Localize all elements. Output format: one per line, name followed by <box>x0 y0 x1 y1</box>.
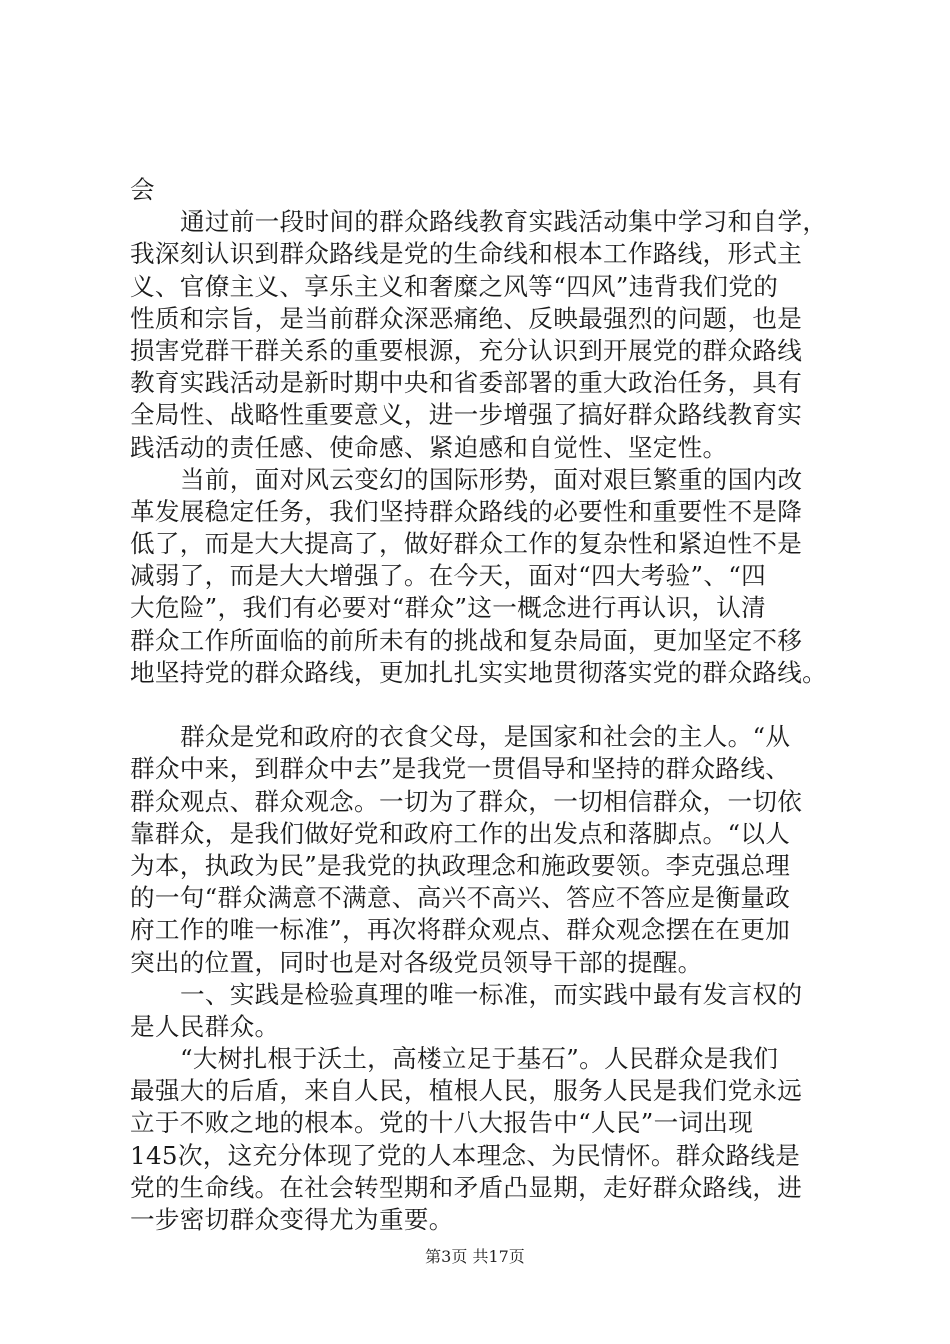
heading-line: 是人民群众。 <box>130 1011 280 1041</box>
text-line: 一步密切群众变得尤为重要。 <box>130 1205 454 1234</box>
text-line: 地坚持党的群众路线，更加扎扎实实地贯彻落实党的群众路线。 <box>130 657 828 687</box>
paragraph-study-summary <box>130 206 830 464</box>
text-line: 群众观点、群众观念。一切为了群众，一切相信群众，一切依 <box>130 786 803 816</box>
blank-line <box>130 689 830 721</box>
section-heading-one <box>130 979 830 1043</box>
text-line: 群众是党和政府的衣食父母，是国家和社会的主人。“从 <box>180 722 791 752</box>
paragraph-current-situation <box>130 464 830 689</box>
heading-line: 一、实践是检验真理的唯一标准，而实践中最有发言权的 <box>180 979 803 1009</box>
text-line: 全局性、战略性重要意义，进一步增强了搞好群众路线教育实 <box>130 400 803 430</box>
text-line: 低了，而是大大提高了，做好群众工作的复杂性和紧迫性不是 <box>130 529 803 559</box>
text-line: 大危险”，我们有必要对“群众”这一概念进行再认识，认清 <box>130 593 767 623</box>
paragraph-continuation <box>130 174 830 206</box>
document-page <box>130 174 830 1236</box>
paragraph-people <box>130 1043 830 1236</box>
paragraph-masses <box>130 721 830 979</box>
text-line: 的一句“群众满意不满意、高兴不高兴、答应不答应是衡量政 <box>130 883 791 913</box>
page-number-footer: 第3页 共17页 <box>425 1247 525 1266</box>
text-line: 性质和宗旨，是当前群众深恶痛绝、反映最强烈的问题，也是 <box>130 303 803 333</box>
text-line: 通过前一段时间的群众路线教育实践活动集中学习和自学， <box>180 207 828 237</box>
text-line: 最强大的后盾，来自人民，植根人民，服务人民是我们党永远 <box>130 1076 803 1106</box>
text-line: 府工作的唯一标准”，再次将群众观点、群众观念摆在在更加 <box>130 915 791 945</box>
text-line: “大树扎根于沃土，高楼立足于基石”。人民群众是我们 <box>180 1044 779 1074</box>
text-line: 教育实践活动是新时期中央和省委部署的重大政治任务，具有 <box>130 368 803 398</box>
text-line: 当前，面对风云变幻的国际形势，面对艰巨繁重的国内改 <box>180 464 803 494</box>
text-line: 践活动的责任感、使命感、紧迫感和自觉性、坚定性。 <box>130 432 728 462</box>
text-line: 减弱了，而是大大增强了。在今天，面对“四大考验”、“四 <box>130 561 767 591</box>
text-line: 我深刻认识到群众路线是党的生命线和根本工作路线，形式主 <box>130 239 803 269</box>
text-line: 为本，执政为民”是我党的执政理念和施政要领。李克强总理 <box>130 850 791 880</box>
text-line: 革发展稳定任务，我们坚持群众路线的必要性和重要性不是降 <box>130 496 803 526</box>
text-line: 群众工作所面临的前所未有的挑战和复杂局面，更加坚定不移 <box>130 625 803 655</box>
text-line: 义、官僚主义、享乐主义和奢糜之风等“四风”违背我们党的 <box>130 271 779 301</box>
text-line: 靠群众，是我们做好党和政府工作的出发点和落脚点。“以人 <box>130 818 791 848</box>
text-line: 突出的位置，同时也是对各级党员领导干部的提醒。 <box>130 947 703 977</box>
text-line: 145次，这充分体现了党的人本理念、为民情怀。群众路线是 <box>130 1140 801 1170</box>
text-line: 党的生命线。在社会转型期和矛盾凸显期，走好群众路线，进 <box>130 1172 803 1202</box>
text-line: 立于不败之地的根本。党的十八大报告中“人民”一词出现 <box>130 1108 754 1138</box>
text-line: 损害党群干群关系的重要根源，充分认识到开展党的群众路线 <box>130 335 803 365</box>
text-line: 会 <box>130 175 155 204</box>
text-line: 群众中来，到群众中去”是我党一贯倡导和坚持的群众路线、 <box>130 754 791 784</box>
